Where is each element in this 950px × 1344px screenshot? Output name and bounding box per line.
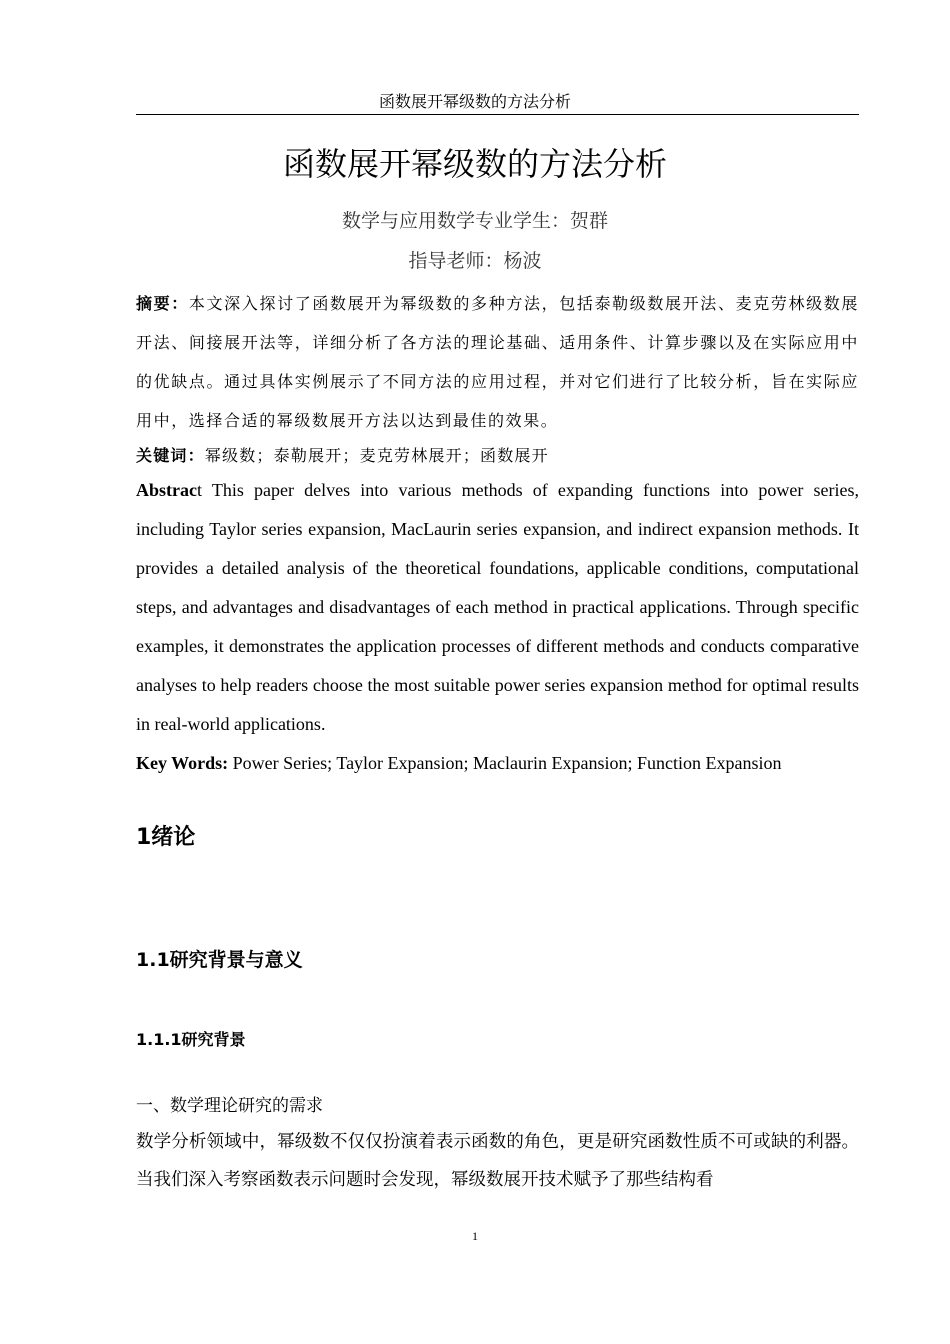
chinese-keywords-label: 关键词： bbox=[136, 446, 205, 465]
chinese-keywords bbox=[136, 436, 859, 475]
section-heading-1: 1绪论 bbox=[136, 825, 196, 850]
english-keywords-text: Power Series; Taylor Expansion; Maclaurin Expansion; Function Expansion bbox=[228, 753, 782, 773]
item-heading: 一、数学理论研究的需求 bbox=[136, 1096, 323, 1116]
chinese-abstract-text: 本文深入探讨了函数展开为幂级数的多种方法，包括泰勒级数展开法、麦克劳林级数展开法、间接展开法等，详细分析了各方法的理论基础、适用条件、计算步骤以及在实际应用中的优缺点。通过具体实例展示了不同方法的应用过程，并对它们进行了比较分析，旨在实际应用中，选择合适的幂级数展开方法以达到最佳的效果。 bbox=[136, 294, 859, 430]
section-heading-1-1: 1.1研究背景与意义 bbox=[136, 949, 303, 971]
advisor-line: 指导老师：杨波 bbox=[408, 250, 542, 272]
english-keywords bbox=[136, 744, 859, 783]
author-line: 数学与应用数学专业学生：贺群 bbox=[341, 210, 608, 232]
chinese-abstract bbox=[136, 284, 859, 440]
paper-title: 函数展开幂级数的方法分析 bbox=[282, 145, 667, 183]
section-heading-1-1-1: 1.1.1研究背景 bbox=[136, 1030, 246, 1049]
english-abstract-text: t This paper delves into various methods of expanding functions into power series, including Taylor series expansion, MacLaurin series expansion, and indirect expansion methods. It provides a detailed analysis of the theoretical foundations, applicable conditions, computational steps, and advantages and disadvantages of each method in practical applications. Through specific examples, it demonstrates the application processes of different methods and conducts comparative analyses to help readers choose the most suitable power series expansion method for optimal results in real-world applications. bbox=[136, 480, 859, 734]
running-header: 函数展开幂级数的方法分析 bbox=[378, 92, 571, 111]
english-abstract-label: Abstrac bbox=[136, 480, 197, 500]
chinese-keywords-text: 幂级数；泰勒展开；麦克劳林展开；函数展开 bbox=[204, 446, 549, 465]
body-paragraph: 数学分析领域中，幂级数不仅仅扮演着表示函数的角色，更是研究函数性质不可或缺的利器。当我们深入考察函数表示问题时会发现，幂级数展开技术赋予了那些结构看 bbox=[136, 1132, 859, 1190]
chinese-abstract-label: 摘要： bbox=[136, 294, 189, 313]
page-number: 1 bbox=[472, 1229, 478, 1243]
english-keywords-label: Key Words: bbox=[136, 753, 229, 773]
header-divider bbox=[136, 114, 859, 115]
english-abstract bbox=[136, 471, 859, 744]
